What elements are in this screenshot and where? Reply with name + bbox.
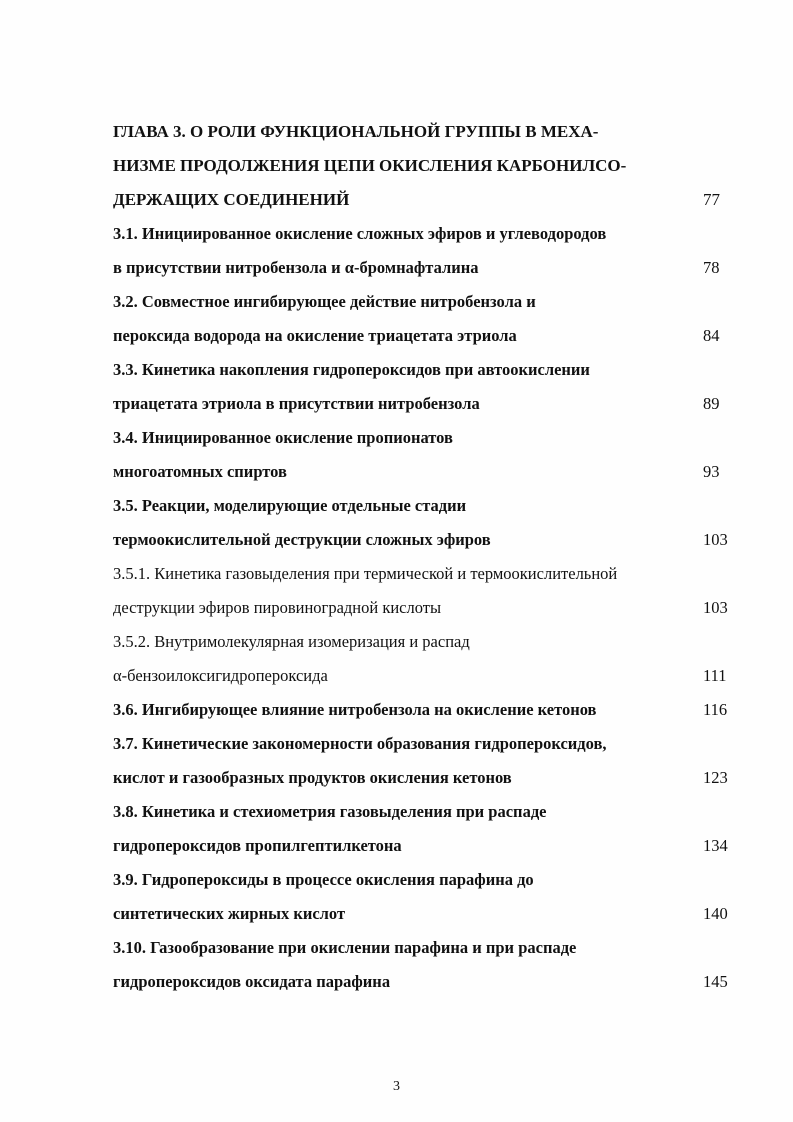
toc-page-number: 111 (703, 666, 727, 685)
chapter-title-line-2: НИЗМЕ ПРОДОЛЖЕНИЯ ЦЕПИ ОКИСЛЕНИЯ КАРБОНИЛСО- (113, 156, 627, 175)
toc-page-number: 140 (703, 904, 728, 923)
toc-entry-line (113, 795, 753, 829)
toc-entry-line (113, 387, 753, 421)
toc-entry-text: кислот и газообразных продуктов окисления кетонов (113, 768, 512, 787)
toc-entry-line (113, 829, 753, 863)
toc-entry-line (113, 727, 753, 761)
toc-entry-text: деструкции эфиров пировиноградной кислоты (113, 598, 442, 617)
toc-entry-line (113, 557, 753, 591)
toc-page-number: 93 (703, 462, 720, 481)
toc-entry-text: 3.8. Кинетика и стехиометрия газовыделения при распаде (113, 802, 547, 821)
toc-entry-text: 3.10. Газообразование при окислении парафина и при распаде (113, 938, 577, 957)
toc-entry-text: 3.2. Совместное ингибирующее действие нитробензола и (113, 292, 536, 311)
toc-entry-text: 3.1. Инициированное окисление сложных эфиров и углеводородов (113, 224, 607, 243)
toc-entry-text: гидропероксидов оксидата парафина (113, 972, 391, 991)
toc-entry-line (113, 217, 753, 251)
toc-entry-line (113, 659, 753, 693)
toc-entry-line (113, 591, 753, 625)
toc-entry-text: 3.5.2. Внутримолекулярная изомеризация и распад (113, 632, 470, 651)
toc-entry-line (113, 863, 753, 897)
toc-entry-text: термоокислительной деструкции сложных эфиров (113, 530, 491, 549)
toc-entry-text: 3.4. Инициированное окисление пропионатов (113, 428, 453, 447)
toc-entry-line (113, 319, 753, 353)
toc-entry-text: α-бензоилоксигидропероксида (113, 666, 328, 685)
toc-page-number: 145 (703, 972, 728, 991)
toc-entry-text: 3.9. Гидропероксиды в процессе окисления парафина до (113, 870, 534, 889)
toc-entry-line (113, 421, 753, 455)
toc-entry-line (113, 761, 753, 795)
toc-entry-line (113, 931, 753, 965)
toc-entry-text: многоатомных спиртов (113, 462, 287, 481)
toc-page-number: 123 (703, 768, 728, 787)
toc-page-number: 89 (703, 394, 720, 413)
toc-entry-line (113, 489, 753, 523)
toc-entry-line (113, 285, 753, 319)
toc-entry-line (113, 897, 753, 931)
toc-entry-text: в присутствии нитробензола и α-бромнафталина (113, 258, 479, 277)
toc-entry-text: 3.5.1. Кинетика газовыделения при термической и термоокислительной (113, 564, 618, 583)
toc-entry-text: пероксида водорода на окисление триацетата этриола (113, 326, 517, 345)
toc-page-number: 116 (703, 700, 728, 719)
toc-entry-line (113, 353, 753, 387)
chapter-title-line-1: ГЛАВА 3. О РОЛИ ФУНКЦИОНАЛЬНОЙ ГРУППЫ В МЕХА- (113, 122, 599, 141)
chapter-title-line-3: ДЕРЖАЩИХ СОЕДИНЕНИЙ 77 (113, 183, 753, 217)
chapter-page-number: 77 (703, 190, 720, 209)
toc-entry-text: триацетата этриола в присутствии нитробензола (113, 394, 480, 413)
toc-page-number: 103 (703, 530, 728, 549)
toc-entry-text: гидропероксидов пропилгептилкетона (113, 836, 402, 855)
toc-entry-line (113, 455, 753, 489)
toc-entry-text: 3.7. Кинетические закономерности образования гидропероксидов, (113, 734, 607, 753)
toc-entry-line (113, 251, 753, 285)
toc-entry-line (113, 965, 753, 999)
toc-entry-line (113, 523, 753, 557)
toc-entry-text: 3.5. Реакции, моделирующие отдельные стадии (113, 496, 467, 515)
toc-entry-line (113, 625, 753, 659)
toc-entry-line (113, 693, 753, 727)
toc-page-number: 134 (703, 836, 728, 855)
toc-entry-text: 3.6. Ингибирующее влияние нитробензола на окисление кетонов (113, 700, 597, 719)
table-of-contents (113, 115, 753, 999)
toc-page-number: 84 (703, 326, 720, 345)
toc-page-number: 103 (703, 598, 728, 617)
toc-entry-text: 3.3. Кинетика накопления гидропероксидов при автоокислении (113, 360, 590, 379)
page-number: 3 (393, 1079, 400, 1094)
toc-entry-text: синтетических жирных кислот (113, 904, 346, 923)
toc-page-number: 78 (703, 258, 720, 277)
section-list (113, 217, 753, 999)
